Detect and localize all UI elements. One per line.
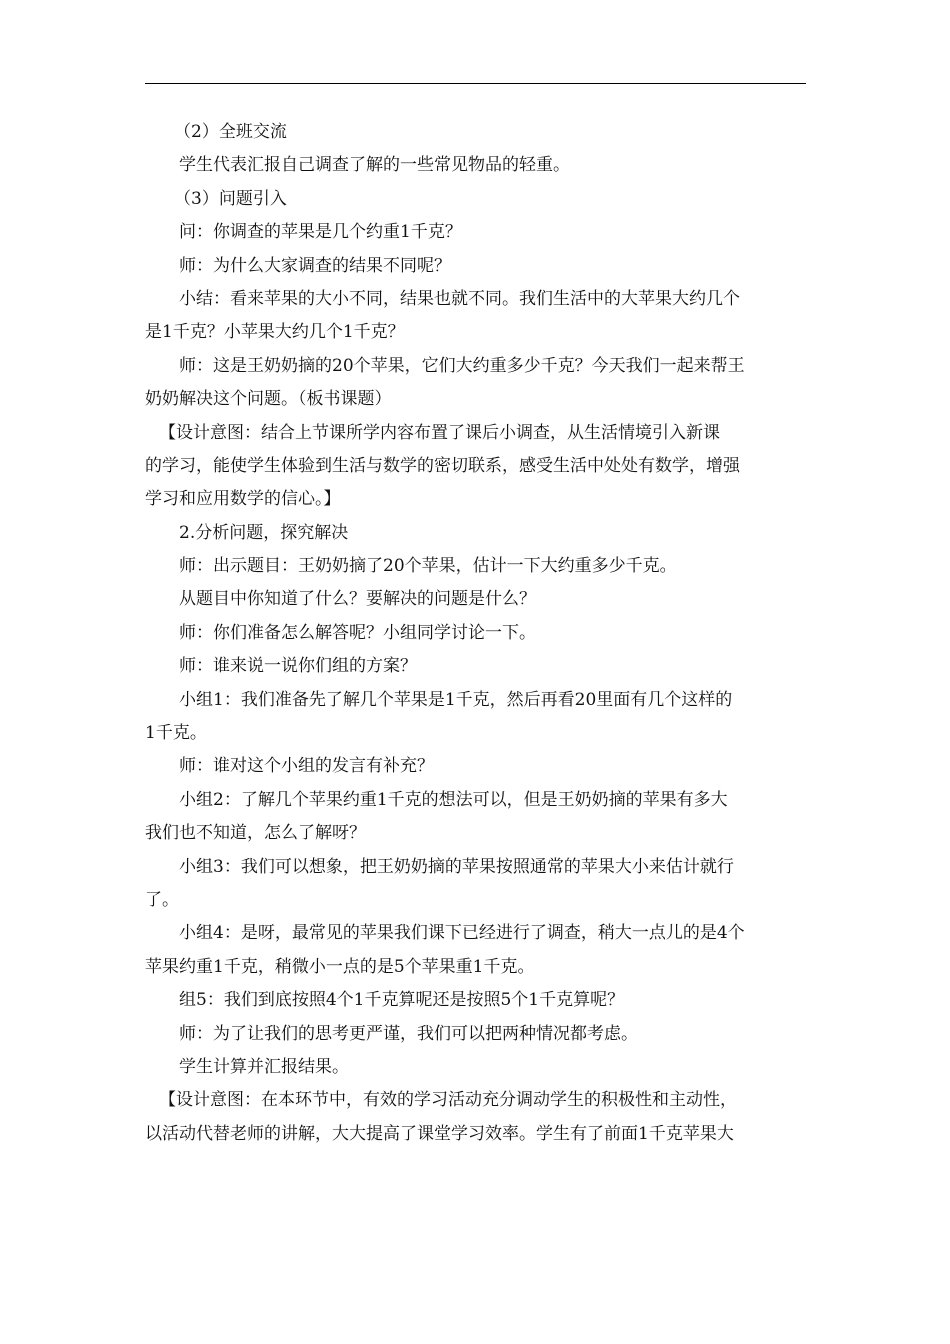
text-line: 师：谁来说一说你们组的方案？ bbox=[179, 656, 417, 677]
text-line: 是1千克？小苹果大约几个1千克？ bbox=[145, 322, 405, 343]
text-line: 学生计算并汇报结果。 bbox=[179, 1056, 349, 1077]
text-line: 师：谁对这个小组的发言有补充？ bbox=[179, 756, 434, 777]
text-line: 学生代表汇报自己调查了解的一些常见物品的轻重。 bbox=[179, 155, 570, 176]
text-line: 苹果约重1千克，稍微小一点的是5个苹果重1千克。 bbox=[145, 956, 535, 977]
text-line: 奶奶解决这个问题。（板书课题） bbox=[145, 389, 392, 410]
text-line: 问：你调查的苹果是几个约重1千克？ bbox=[179, 222, 462, 243]
text-line: 我们也不知道，怎么了解呀？ bbox=[145, 823, 366, 844]
text-line: 【设计意图：在本环节中，有效的学习活动充分调动学生的积极性和主动性， bbox=[159, 1090, 737, 1111]
text-line: （3）问题引入 bbox=[174, 188, 287, 209]
text-line: 学习和应用数学的信心。】 bbox=[145, 489, 341, 510]
text-line: 了。 bbox=[145, 889, 179, 910]
text-line: 组5：我们到底按照4个1千克算呢还是按照5个1千克算呢？ bbox=[179, 990, 625, 1011]
header-rule bbox=[145, 83, 806, 84]
text-line: 小组4：是呀，最常见的苹果我们课下已经进行了调查，稍大一点儿的是4个 bbox=[179, 923, 745, 944]
text-line: 师：为什么大家调查的结果不同呢？ bbox=[179, 255, 451, 276]
text-line: 从题目中你知道了什么？要解决的问题是什么？ bbox=[179, 589, 536, 610]
text-line: 小组3：我们可以想象，把王奶奶摘的苹果按照通常的苹果大小来估计就行 bbox=[179, 856, 734, 877]
text-line: 师：你们准备怎么解答呢？小组同学讨论一下。 bbox=[179, 622, 536, 643]
text-line: 的学习，能使学生体验到生活与数学的密切联系，感受生活中处处有数学，增强 bbox=[145, 455, 740, 476]
text-line: 师：为了让我们的思考更严谨，我们可以把两种情况都考虑。 bbox=[179, 1023, 638, 1044]
text-line: 师：这是王奶奶摘的20个苹果，它们大约重多少千克？今天我们一起来帮王 bbox=[179, 355, 745, 376]
text-line: （2）全班交流 bbox=[174, 122, 287, 142]
text-line: 【设计意图：结合上节课所学内容布置了课后小调查，从生活情境引入新课 bbox=[159, 422, 720, 443]
text-line: 小结：看来苹果的大小不同，结果也就不同。我们生活中的大苹果大约几个 bbox=[179, 288, 740, 309]
text-line: 以活动代替老师的讲解，大大提高了课堂学习效率。学生有了前面1千克苹果大 bbox=[145, 1123, 734, 1144]
text-line: 1千克。 bbox=[145, 723, 207, 744]
text-line: 小组1：我们准备先了解几个苹果是1千克，然后再看20里面有几个这样的 bbox=[179, 689, 733, 710]
document-body bbox=[145, 116, 806, 1151]
text-line: 小组2：了解几个苹果约重1千克的想法可以，但是王奶奶摘的苹果有多大 bbox=[179, 789, 728, 810]
section-heading: 2.分析问题，探究解决 bbox=[179, 522, 349, 543]
text-line: 师：出示题目：王奶奶摘了20个苹果，估计一下大约重多少千克。 bbox=[179, 556, 677, 577]
